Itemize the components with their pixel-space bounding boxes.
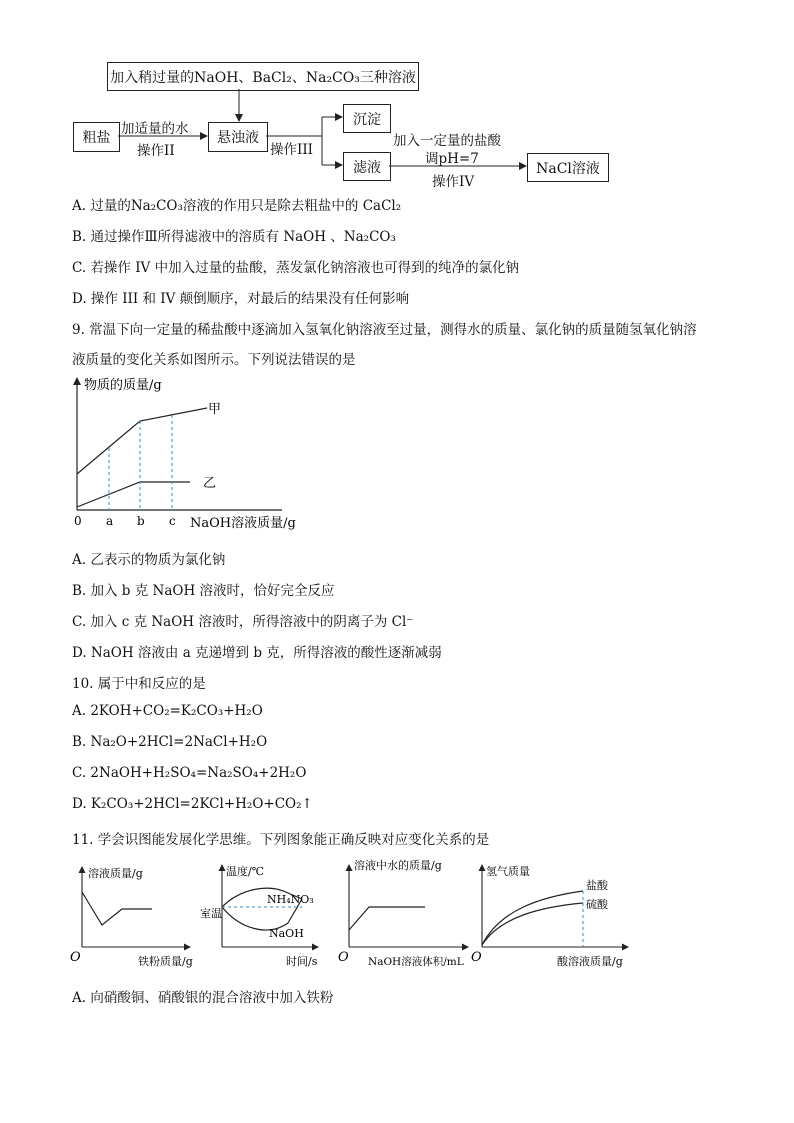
q9-option-d: D. NaOH 溶液由 a 克递增到 b 克，所得溶液的酸性逐渐减弱 (72, 645, 442, 661)
q10-stem: 10. 属于中和反应的是 (72, 676, 206, 692)
q11-g1-ylabel: 溶液质量/g (88, 867, 143, 880)
q11-g2-naoh: NaOH (269, 927, 304, 940)
q11-g4-origin: O (471, 950, 482, 965)
flow-arrows (0, 0, 794, 200)
q11-g3-curve (349, 907, 425, 930)
q11-g2-xlabel: 时间/s (286, 955, 318, 968)
flow-nacl-box: NaCl溶液 (527, 153, 609, 182)
q11-graph4 (471, 864, 628, 968)
q9-tick-c: c (169, 514, 176, 528)
q8-option-c: C. 若操作 IV 中加入过量的盐酸，蒸发氯化钠溶液也可得到的纯净的氯化钠 (72, 260, 520, 276)
flow-op3-label: 操作III (270, 142, 313, 158)
q9-tick-b: b (137, 514, 145, 528)
q9-ylabel: 物质的质量/g (84, 378, 162, 393)
q11-g4-hcl-curve (482, 891, 583, 945)
q9-label-jia: 甲 (208, 402, 222, 417)
q8-option-a: A. 过量的Na₂CO₃溶液的作用只是除去粗盐中的 CaCl₂ (72, 198, 402, 214)
q9-stem-line1: 9. 常温下向一定量的稀盐酸中逐滴加入氢氧化钠溶液至过量，测得水的质量、氯化钠的质量随氢氧化钠溶 (72, 322, 697, 338)
flow-suspension-box: 悬浊液 (208, 122, 268, 152)
q9-option-c: C. 加入 c 克 NaOH 溶液时，所得溶液中的阴离子为 Cl⁻ (72, 614, 414, 630)
q11-option-a: A. 向硝酸铜、硝酸银的混合溶液中加入铁粉 (72, 990, 334, 1006)
q11-g1-origin: O (70, 950, 81, 965)
q11-graph3 (338, 858, 468, 968)
q8-option-b: B. 通过操作Ⅲ所得滤液中的溶质有 NaOH 、Na₂CO₃ (72, 229, 396, 245)
q11-g2-room: 室温 (200, 907, 222, 920)
q9-origin: 0 (74, 514, 82, 528)
q10-option-c: C. 2NaOH+H₂SO₄=Na₂SO₄+2H₂O (72, 765, 307, 781)
q9-graph (60, 375, 320, 540)
q9-label-yi: 乙 (203, 476, 217, 491)
flow-add-water-label: 加适量的水 (121, 121, 189, 137)
q11-g4-h2so4: 硫酸 (586, 898, 608, 911)
flow-crude-salt-box: 粗盐 (73, 122, 120, 152)
q9-xlabel: NaOH溶液质量/g (190, 516, 296, 531)
flow-op4-label: 操作IV (432, 174, 475, 190)
q10-option-a: A. 2KOH+CO₂=K₂CO₃+H₂O (72, 703, 263, 719)
q11-g3-origin: O (338, 950, 349, 965)
flow-add-acid-label: 加入一定量的盐酸 (393, 133, 501, 149)
flow-op2-label: 操作II (137, 143, 175, 159)
q11-stem: 11. 学会识图能发展化学思维。下列图象能正确反映对应变化关系的是 (72, 832, 490, 848)
q11-g3-ylabel: 溶液中水的质量/g (354, 859, 442, 872)
q11-g4-xlabel: 酸溶液质量/g (557, 955, 623, 968)
flow-precipitate-box: 沉淀 (343, 104, 391, 133)
q8-option-d: D. 操作 III 和 IV 颠倒顺序，对最后的结果没有任何影响 (72, 291, 410, 307)
q11-g2-ylabel: 温度/℃ (226, 865, 265, 878)
q10-option-d: D. K₂CO₃+2HCl=2KCl+H₂O+CO₂↑ (72, 796, 313, 812)
q11-graph1 (70, 866, 193, 968)
q10-option-b: B. Na₂O+2HCl=2NaCl+H₂O (72, 734, 268, 750)
q9-option-a: A. 乙表示的物质为氯化钠 (72, 552, 226, 568)
q11-g1-xlabel: 铁粉质量/g (138, 955, 193, 968)
q9-option-b: B. 加入 b 克 NaOH 溶液时，恰好完全反应 (72, 583, 335, 599)
q9-curve-jia (77, 408, 207, 474)
q9-tick-a: a (106, 514, 114, 528)
q9-curve-yi (77, 482, 190, 507)
flow-top-box: 加入稍过量的NaOH、BaCl₂、Na₂CO₃三种溶液 (107, 62, 419, 91)
q11-g3-xlabel: NaOH溶液体积/mL (368, 956, 464, 968)
q11-g1-curve (82, 892, 152, 925)
q11-graphs (60, 855, 660, 970)
flow-filtrate-box: 滤液 (343, 152, 391, 181)
q9-stem-line2: 液质量的变化关系如图所示。下列说法错误的是 (72, 352, 356, 368)
q11-g4-hcl: 盐酸 (586, 879, 608, 892)
q11-g2-nh4no3: NH₄NO₃ (267, 893, 314, 906)
q11-g4-ylabel: 氢气质量 (486, 865, 530, 878)
q11-graph2 (200, 864, 318, 968)
flow-adjust-ph-label: 调pH=7 (425, 151, 479, 167)
